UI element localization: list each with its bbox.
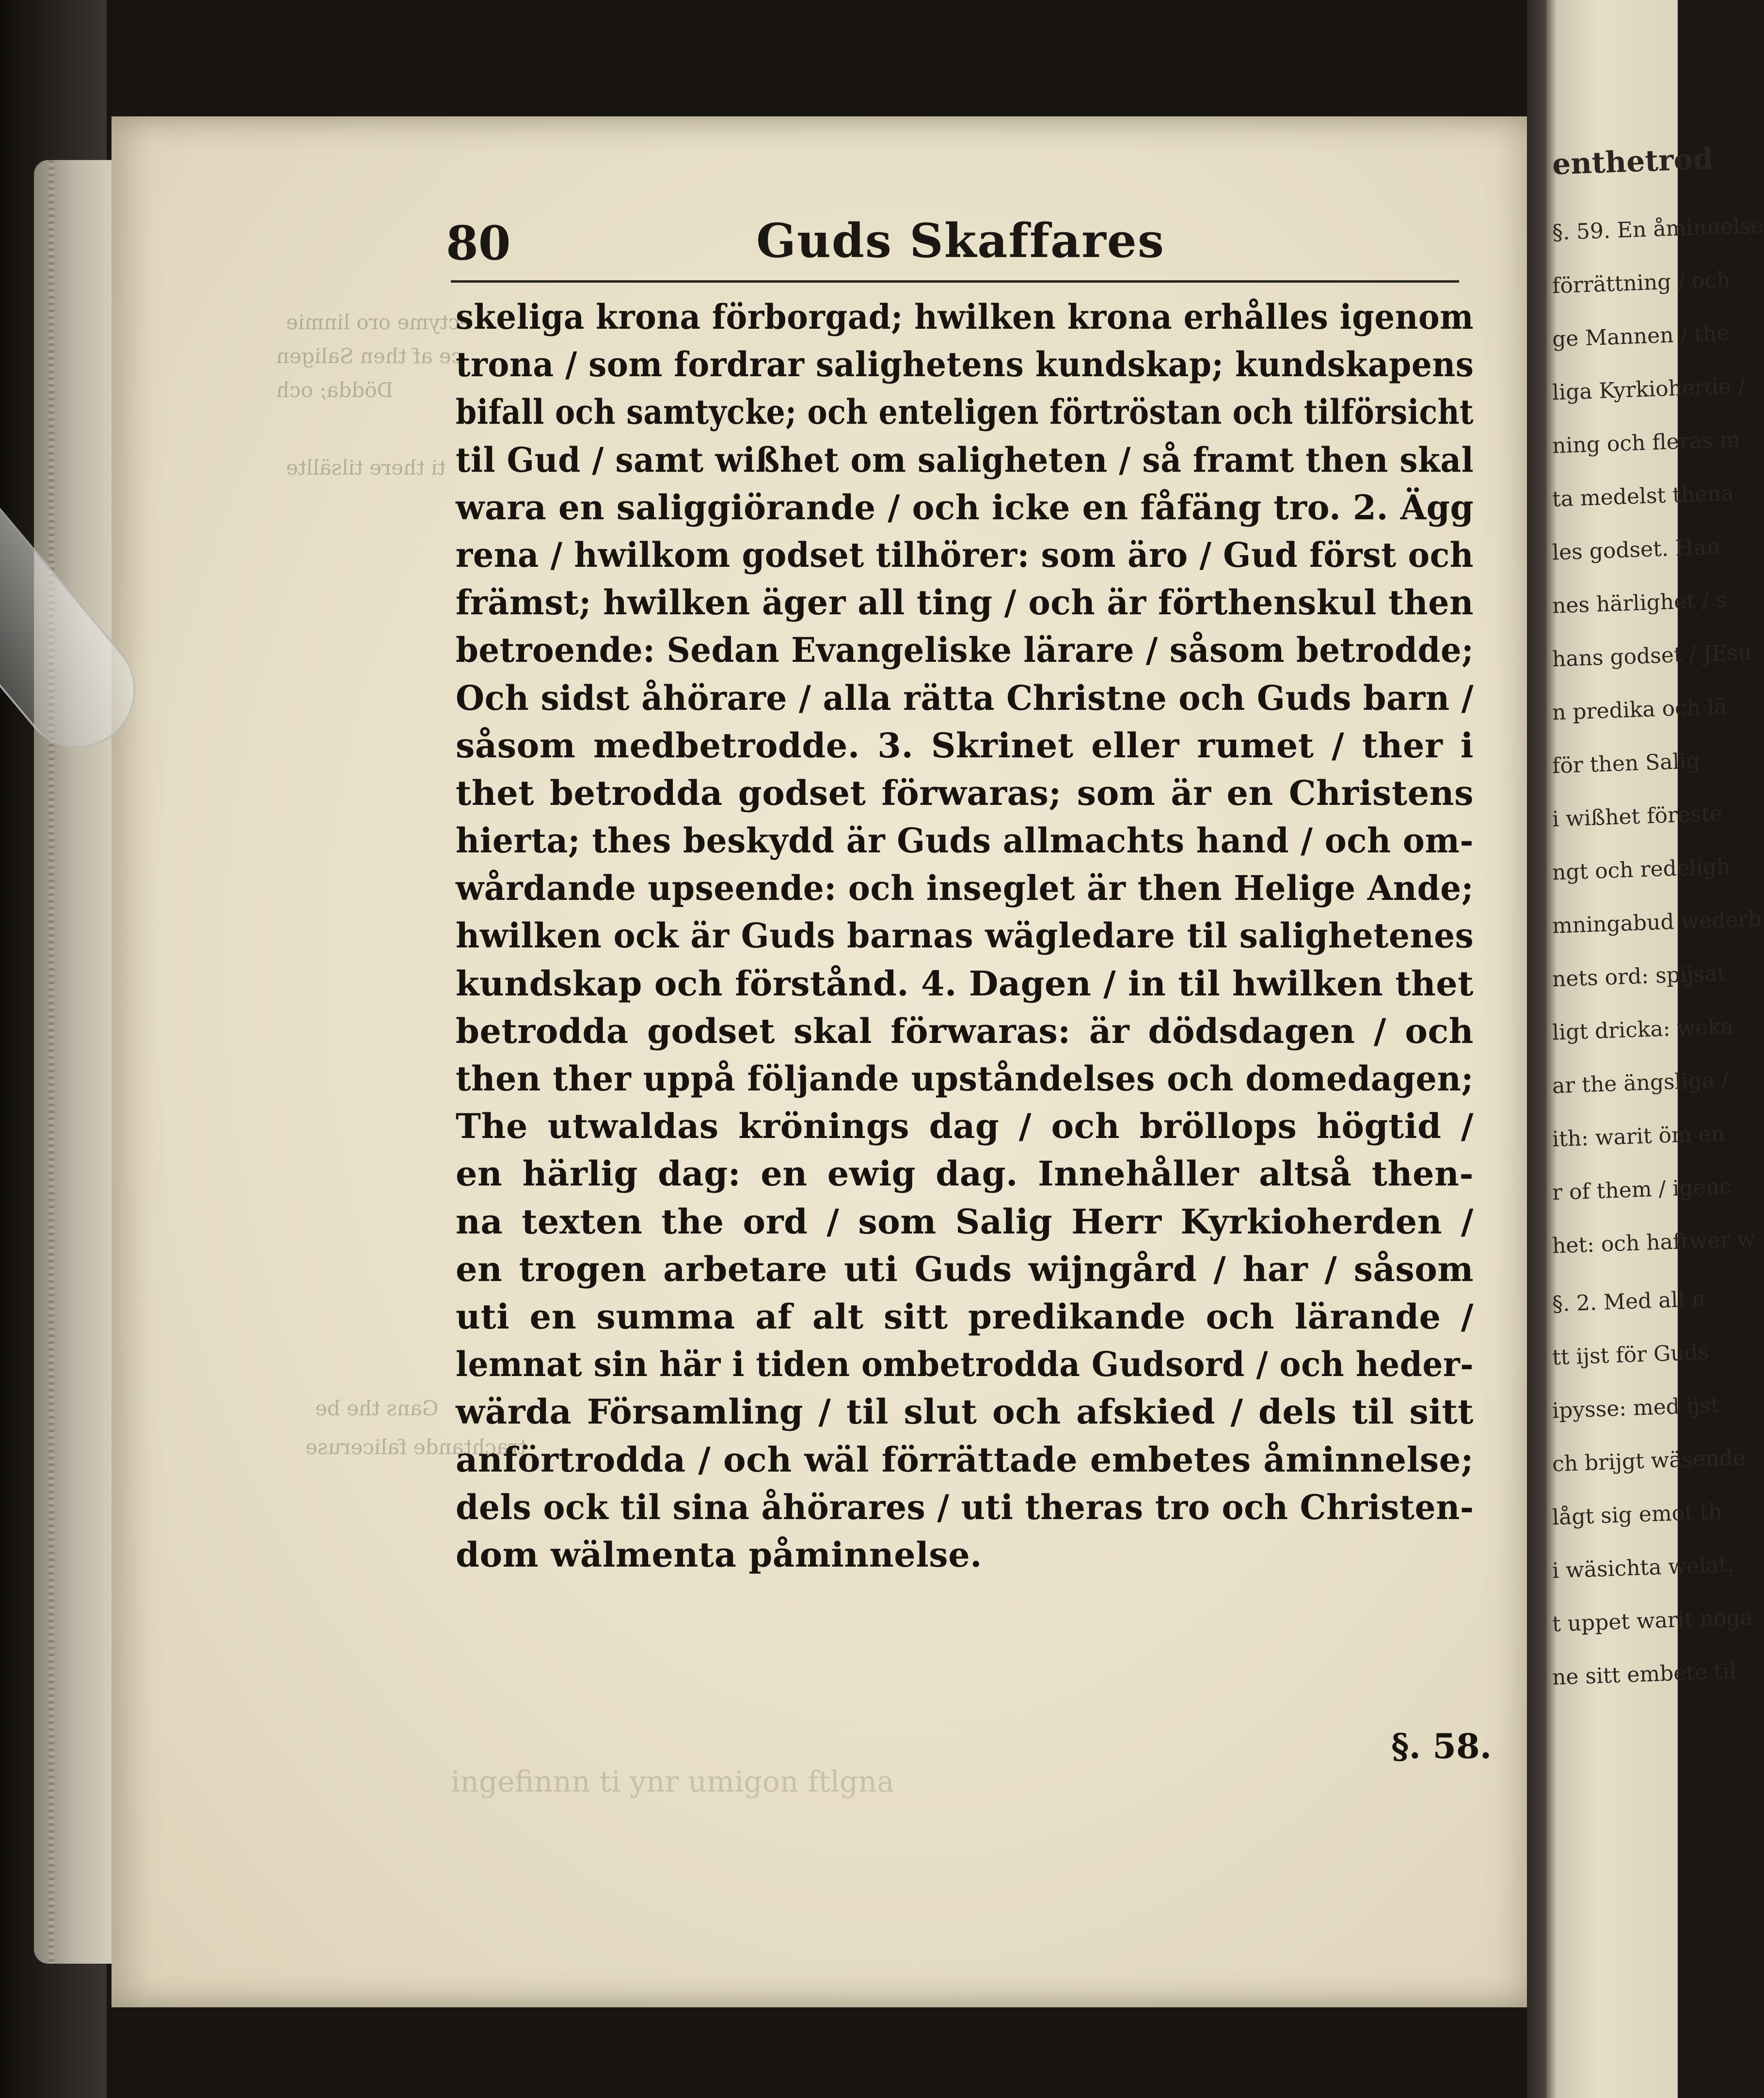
text-line: betroende: Sedan Evangeliske lärare / såsom betrodde; — [456, 630, 1474, 671]
bleed-through-text: Gans the be — [315, 1396, 439, 1420]
bleed-through-text: trachtande faliceruse — [305, 1435, 526, 1459]
running-head: Guds Skaffares — [756, 213, 1165, 268]
facing-page-line: t uppet warit noga — [1552, 1605, 1753, 1637]
text-line: Och sidst åhörare / alla rätta Christne och Guds barn / — [456, 677, 1474, 718]
facing-page-line: ligt dricka: weka — [1552, 1014, 1734, 1045]
facing-page-line: nets ord: spijsat — [1552, 961, 1726, 992]
text-line: na texten the ord / som Salig Herr Kyrkioherden / — [456, 1201, 1474, 1242]
text-line: en trogen arbetare uti Guds wijngård / har / såsom — [456, 1249, 1474, 1289]
bleed-through-text: ce af then Saligen — [276, 344, 463, 368]
text-line: trona / som fordrar salighetens kundskap; kundskapens — [456, 344, 1474, 385]
text-line: främst; hwilken äger all ting / och är förthenskul then — [456, 582, 1474, 623]
facing-page-line: §. 2. Med all n — [1552, 1286, 1706, 1317]
text-line: en härlig dag: en ewig dag. Innehåller altså then- — [456, 1153, 1474, 1194]
facing-page-line: nes härlighet / s — [1552, 587, 1728, 619]
facing-page-line: ar the ängsliga / — [1552, 1067, 1729, 1099]
facing-page-line: liga Kyrkioherde / — [1552, 373, 1746, 405]
facing-page-line: r of them / igenc — [1552, 1174, 1732, 1205]
facing-page-line: ning och fleras m — [1552, 427, 1741, 459]
facing-page-line: §. 59. En åminnelse — [1552, 213, 1764, 245]
facing-page-line: het: och haftwer w — [1552, 1226, 1756, 1259]
body-text — [456, 293, 1474, 1579]
page-number: 80 — [446, 216, 511, 271]
facing-page-line: ch brijgt wäsende — [1552, 1445, 1746, 1477]
text-line: kundskap och förstånd. 4. Dagen / in til hwilken thet — [456, 963, 1474, 1004]
text-line: betrodda godset skal förwaras: är dödsdagen / och — [456, 1010, 1474, 1051]
header-rule — [451, 280, 1459, 283]
text-line: The utwaldas krönings dag / och bröllops högtid / — [456, 1106, 1474, 1147]
bleed-through-text: ectyme oro linmie — [286, 310, 472, 334]
facing-page-line: ngt och redeligh — [1552, 854, 1731, 885]
text-line: til Gud / samt wißhet om saligheten / så framt then skal — [456, 439, 1474, 480]
text-line: dels ock til sina åhörares / uti theras tro och Christen- — [456, 1487, 1474, 1527]
facing-page-line: ge Mannen / the — [1552, 320, 1730, 352]
text-line: then ther uppå följande upståndelses och domedagen; — [456, 1058, 1474, 1099]
facing-page-line: enthetrod — [1551, 142, 1714, 182]
facing-page-line: tt ijst för Guds — [1552, 1340, 1710, 1370]
facing-page-line: för then Salig — [1552, 748, 1700, 779]
facing-page-line: mningabud wederb — [1552, 906, 1763, 939]
text-line: wårdande upseende: och inseglet är then Helige Ande; — [456, 868, 1474, 909]
catchword: §. 58. — [1391, 1726, 1492, 1766]
facing-page-line: hans godset / JEsu — [1552, 640, 1752, 672]
facing-page-line: ipysse: med ijst — [1552, 1393, 1720, 1424]
text-line: wärda Församling / til slut och afskied / dels til sitt — [456, 1392, 1474, 1432]
facing-page-line: ne sitt embete til — [1552, 1659, 1737, 1690]
facing-page-line: les godset. Han — [1552, 534, 1721, 565]
text-line: hierta; thes beskydd är Guds allmachts hand / och om- — [456, 820, 1474, 861]
text-line: lemnat sin här i tiden ombetrodda Gudsord / och heder- — [456, 1344, 1474, 1385]
text-line: dom wälmenta påminnelse. — [456, 1534, 983, 1575]
text-line: anförtrodda / och wäl förrättade embetes åminnelse; — [456, 1439, 1474, 1480]
text-line: såsom medbetrodde. 3. Skrinet eller rumet / ther i — [456, 725, 1474, 766]
text-line: skeliga krona förborgad; hwilken krona erhålles igenom — [456, 297, 1474, 337]
bleed-through-text: ingefinnn ti ynr umigon ftlgna — [451, 1765, 894, 1799]
text-line: rena / hwilkom godset tilhörer: som äro / Gud först och — [456, 534, 1474, 575]
text-line: thet betrodda godset förwaras; som är en Christens — [456, 772, 1474, 813]
facing-page-line: i wäsichta welat. — [1552, 1552, 1734, 1584]
facing-page-line: n predika och lä — [1552, 694, 1728, 725]
bleed-through-text: ti there tilsällte — [286, 456, 446, 480]
facing-page-line: lågt sig emot th — [1552, 1499, 1723, 1530]
facing-page-line: ith: warit öm en — [1552, 1121, 1725, 1152]
facing-page-line: ta medelst thena — [1552, 480, 1734, 512]
text-line: bifall och samtycke; och enteligen förtröstan och tilförsicht — [456, 392, 1474, 432]
facing-page-line: i wißhet föreste — [1552, 801, 1723, 832]
text-line: uti en summa af alt sitt predikande och lärande / — [456, 1296, 1474, 1337]
facing-page-line: förrättning / och — [1552, 267, 1731, 299]
bleed-through-text: Dödda; och — [276, 378, 394, 402]
text-line: wara en saliggiörande / och icke en fåfäng tro. 2. Ägg — [456, 487, 1474, 528]
text-line: hwilken ock är Guds barnas wägledare til salighetenes — [456, 915, 1474, 956]
facing-page — [1546, 0, 1764, 2098]
